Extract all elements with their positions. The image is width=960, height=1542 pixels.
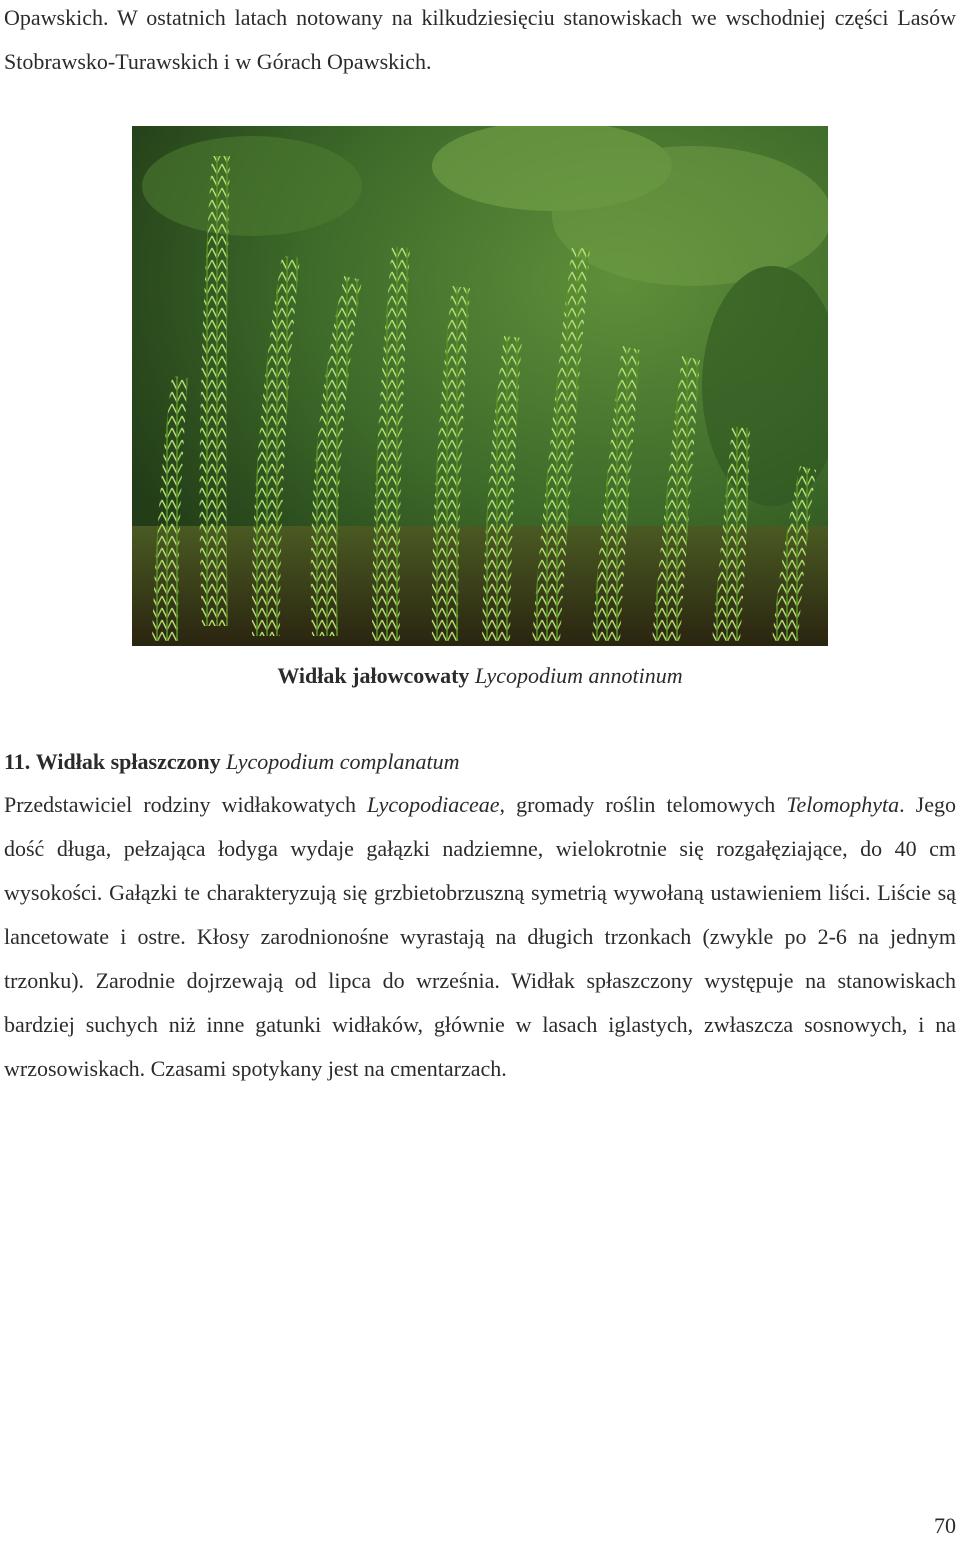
- body-paragraph: [4, 783, 956, 1091]
- caption-common-name: Widłak jałowcowaty: [277, 663, 470, 688]
- figure-photo-clubmoss: [132, 126, 828, 646]
- intro-paragraph: [4, 0, 956, 84]
- body-text-part-3: . Jego dość długa, pełzająca łodyga wydaje gałązki nadziemne, wielokrotnie się rozgałęziające, do 40 cm wysokości. Gałązki te charakteryzują się grzbietobrzuszną symetrią wywołaną ustawieniem liści. Liście są lancetowate i ostre. Kłosy zarodnionośne wyrastają na długich trzonkach (zwykle po 2-6 na jednym trzonku). Zarodnie dojrzewają od lipca do września. Widłak spłaszczony występuje na stanowiskach bardziej suchych niż inne gatunki widłaków, głównie w lasach iglastych, zwłaszcza sosnowych, i na wrzosowiskach. Czasami spotykany jest na cmentarzach.: [4, 792, 956, 1081]
- caption-latin-name: Lycopodium annotinum: [474, 663, 683, 688]
- figure-caption: [0, 660, 960, 692]
- section-title-latin: Lycopodium complanatum: [226, 749, 460, 774]
- body-group-name: Telomophyta: [786, 792, 900, 817]
- page-number: 70: [934, 1513, 956, 1538]
- intro-text: Opawskich. W ostatnich latach notowany na kilkudziesięciu stanowiskach we wschodniej części Lasów Stobrawsko-Turawskich i w Górach Opawskich.: [4, 5, 956, 74]
- body-family-name: Lycopodiaceae: [367, 792, 500, 817]
- body-text-part-1: Przedstawiciel rodziny widłakowatych: [4, 792, 368, 817]
- body-text-part-2: , gromady roślin telomowych: [499, 792, 787, 817]
- section-number: 11.: [4, 749, 31, 774]
- section-title-common: Widłak spłaszczony: [35, 749, 221, 774]
- section-heading: [4, 746, 459, 778]
